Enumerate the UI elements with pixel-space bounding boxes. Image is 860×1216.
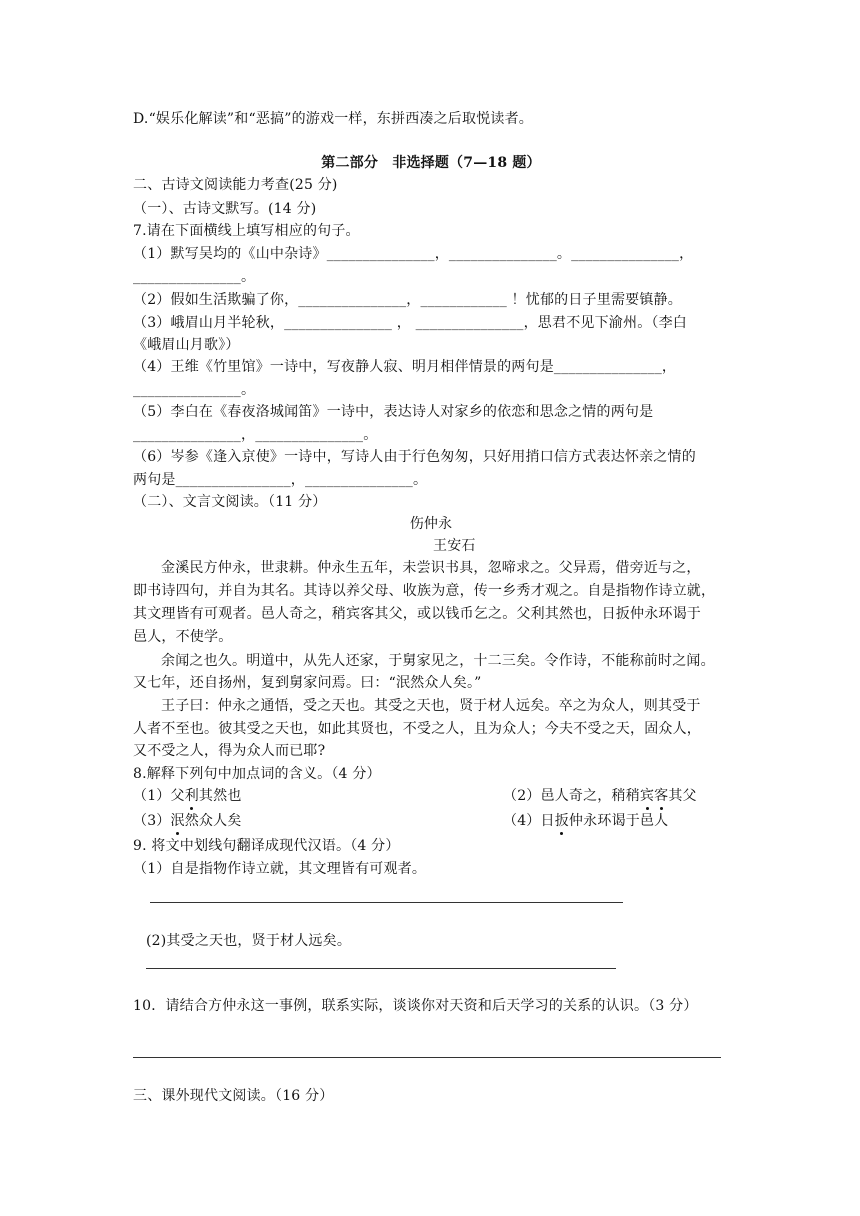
- q7-item-3: （3）峨眉山月半轮秋，_______________ ， _______________，思君不见下渝州。（李白: [133, 315, 688, 331]
- q8-item-2-pre: （2）邑人奇之，稍稍: [503, 788, 640, 804]
- section-three-heading: 三、课外现代文阅读。（16 分）: [133, 1088, 334, 1104]
- q7-item-2: （2）假如生活欺骗了你，_______________，____________ ！忧郁的日子里需要镇静。: [133, 292, 682, 308]
- q8-item-3-dotted: 泯然: [170, 813, 199, 829]
- emphasis-dot-char: 扳: [554, 813, 569, 829]
- q8-item-2-dotted: [640, 788, 668, 804]
- q9-item-2: (2)其受之天也，贤于材人远矣。: [146, 933, 352, 949]
- passage-p1-line4: 邑人，不使学。: [133, 629, 233, 645]
- passage-p1-line3: 其文理皆有可观者。邑人奇之，稍宾客其父，或以钱币乞之。父利其然也，日扳仲永环谒于: [133, 606, 701, 622]
- subsection-poetry-recitation: （一）、古诗文默写。(14 分): [133, 201, 317, 217]
- q8-item-4-dotted: [555, 813, 569, 829]
- q8-item-3-number: （3）: [133, 813, 171, 829]
- q8-item-4-post: 仲永环谒于邑人: [568, 813, 669, 829]
- passage-p3-line1: 王子曰：仲永之通悟，受之天也。其受之天也，贤于材人远矣。卒之为众人，则其受于: [161, 698, 701, 714]
- q8-item-3-post: 众人矣: [198, 813, 242, 829]
- q7-item-6-cont: 两句是________________，_______________。: [133, 472, 428, 488]
- option-d: D.“娱乐化解读”和“恶搞”的游戏一样，东拼西凑之后取悦读者。: [133, 111, 534, 127]
- question-8-prompt: 8.解释下列句中加点词的含义。（4 分）: [133, 766, 381, 782]
- q8-item-3: [133, 813, 242, 829]
- passage-p1-line2: 即书诗四句，并自为其名。其诗以养父母、收族为意，传一乡秀才观之。自是指物作诗立就，: [133, 583, 716, 599]
- q7-item-5: （5）李白在《春夜洛城闻笛》一诗中，表达诗人对家乡的依恋和思念之情的两句是: [133, 404, 654, 420]
- emphasis-dot-char: 利: [184, 788, 199, 804]
- q7-item-1: （1）默写吴均的《山中杂诗》_______________，_______________。_______________，: [133, 246, 694, 262]
- q8-item-1-number: （1）: [133, 788, 171, 804]
- emphasis-dot-char: 客: [654, 788, 669, 804]
- passage-p3-line2: 人者不至也。彼其受之天也，如此其贤也，不受之人，且为众人；今夫不受之天，固众人，: [133, 721, 701, 737]
- part-two-heading: 二、古诗文阅读能力考查(25 分): [133, 177, 338, 193]
- q8-item-1-text: 父利其然也: [170, 788, 242, 804]
- question-9-prompt: 9. 将文中划线句翻译成现代汉语。（4 分）: [133, 838, 400, 854]
- q7-item-3-cont: 《峨眉山月歌》）: [133, 337, 240, 353]
- passage-p3-line3: 又不受之人，得为众人而已耶?: [133, 743, 326, 759]
- q9-answer-line-1[interactable]: [150, 902, 623, 903]
- passage-author: 王安石: [433, 538, 476, 554]
- question-7-prompt: 7.请在下面横线上填写相应的句子。: [133, 223, 360, 239]
- q7-item-5-cont: _______________，_______________。: [133, 427, 378, 443]
- passage-title: 伤仲永: [409, 516, 453, 532]
- q9-item-1: （1）自是指物作诗立就，其文理皆有可观者。: [133, 861, 427, 877]
- q10-answer-line[interactable]: [133, 1057, 721, 1058]
- q8-row-1: [133, 787, 729, 805]
- subsection-classical-reading: （二）、文言文阅读。（11 分）: [133, 494, 327, 510]
- q8-item-4: [503, 812, 668, 830]
- q7-item-6: （6）岑参《逢入京使》一诗中，写诗人由于行色匆匆，只好用捎口信方式表达怀亲之情的: [133, 449, 696, 465]
- passage-p1-line1: 金溪民方仲永，世隶耕。仲永生五年，未尝识书具，忽啼求之。父异焉，借旁近与之，: [161, 560, 701, 576]
- q8-item-2: [503, 787, 697, 805]
- passage-p2-line1: 余闻之也久。明道中，从先人还家，于舅家见之，十二三矣。令作诗，不能称前时之闻。: [161, 653, 715, 669]
- q9-answer-line-2[interactable]: [146, 968, 616, 969]
- section-heading: 第二部分 非选择题（7—18 题）: [321, 155, 541, 171]
- q8-item-2-post: 其父: [668, 788, 697, 804]
- q8-item-1: [133, 788, 242, 804]
- emphasis-dot-char: 宾: [639, 788, 655, 804]
- q8-item-4-pre: （4）日: [503, 813, 555, 829]
- q7-item-4-cont: _______________。: [133, 382, 256, 398]
- passage-p2-line2: 又七年，还自扬州，复到舅家问焉。曰：“泯然众人矣。”: [133, 675, 482, 691]
- question-10-prompt: 10．请结合方仲永这一事例，联系实际，谈谈你对天资和后天学习的关系的认识。（3 分）: [133, 998, 698, 1014]
- emphasis-dot-char: 泯: [170, 813, 185, 829]
- q7-item-4: （4）王维《竹里馆》一诗中，写夜静人寂、明月相伴情景的两句是_______________，: [133, 359, 677, 375]
- q7-item-1-cont: _______________。: [133, 269, 256, 285]
- q8-row-2: [133, 812, 729, 830]
